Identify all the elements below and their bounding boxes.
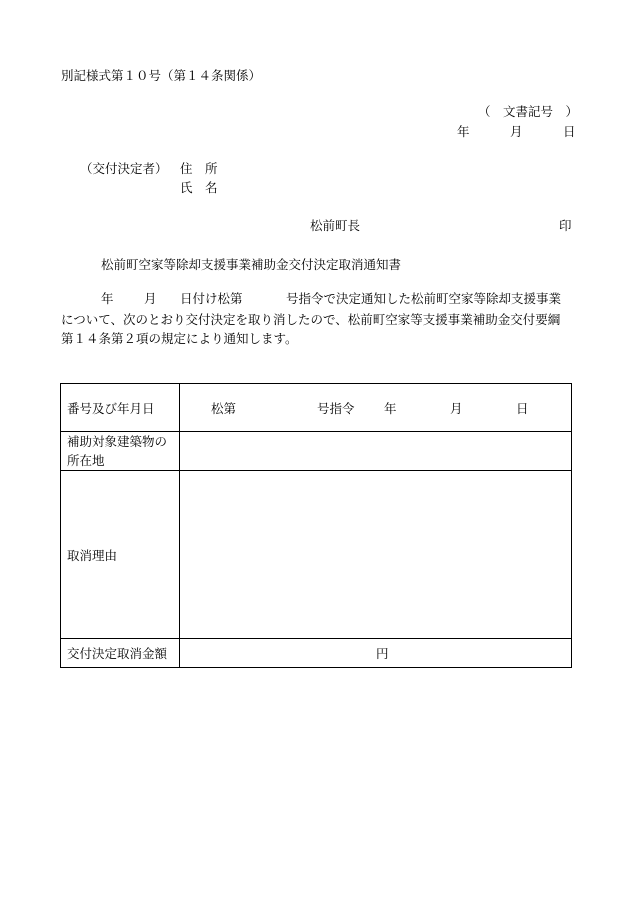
seal-mark: 印 [559, 218, 572, 233]
value-number-date [180, 384, 572, 432]
recipient-label: （交付決定者） [80, 161, 168, 176]
body-line-2: について、次のとおり交付決定を取り消したので、松前町空家等支援事業補助金交付要綱 [61, 312, 561, 327]
table-row-amount [61, 639, 572, 668]
value-reason[interactable] [180, 471, 572, 639]
label-location [61, 432, 180, 471]
address-label: 住 所 [180, 161, 218, 176]
table-row-location [61, 432, 572, 471]
document-reference: （ 文書記号 ） [478, 104, 579, 119]
label-reason: 取消理由 [61, 471, 180, 639]
date-month: 月 [510, 124, 523, 139]
details-table [60, 383, 572, 668]
row-month: 月 [450, 400, 463, 416]
row-day: 日 [516, 400, 529, 416]
row-year: 年 [384, 400, 397, 416]
label-number-date: 番号及び年月日 [61, 384, 180, 432]
date-day: 日 [563, 124, 576, 139]
name-label: 氏 名 [180, 180, 218, 195]
body-line-1 [101, 293, 114, 306]
label-location-line2: 所在地 [67, 453, 105, 468]
body-year: 年 [101, 291, 114, 306]
issuer-title: 松前町長 [310, 218, 361, 233]
value-amount[interactable] [180, 639, 572, 668]
matsu-prefix: 松第 [211, 400, 237, 416]
label-amount: 交付決定取消金額 [61, 639, 180, 668]
body-line-3: 第１４条第２項の規定により通知します。 [61, 331, 298, 346]
directive-suffix: 号指令 [317, 400, 355, 416]
form-number: 別記様式第１０号（第１４条関係） [61, 68, 262, 83]
value-location[interactable] [180, 432, 572, 471]
table-row-number-date [61, 384, 572, 432]
body-month: 月 [144, 291, 157, 306]
label-location-line1: 補助対象建築物の [67, 434, 168, 449]
date-year: 年 [457, 124, 470, 139]
document-title: 松前町空家等除却支援事業補助金交付決定取消通知書 [101, 257, 402, 272]
body-date-ref: 日付け松第 [180, 291, 243, 306]
table-row-reason [61, 471, 572, 639]
yen-unit: 円 [376, 646, 389, 661]
body-directive: 号指令で決定通知した松前町空家等除却支援事業 [286, 291, 562, 306]
